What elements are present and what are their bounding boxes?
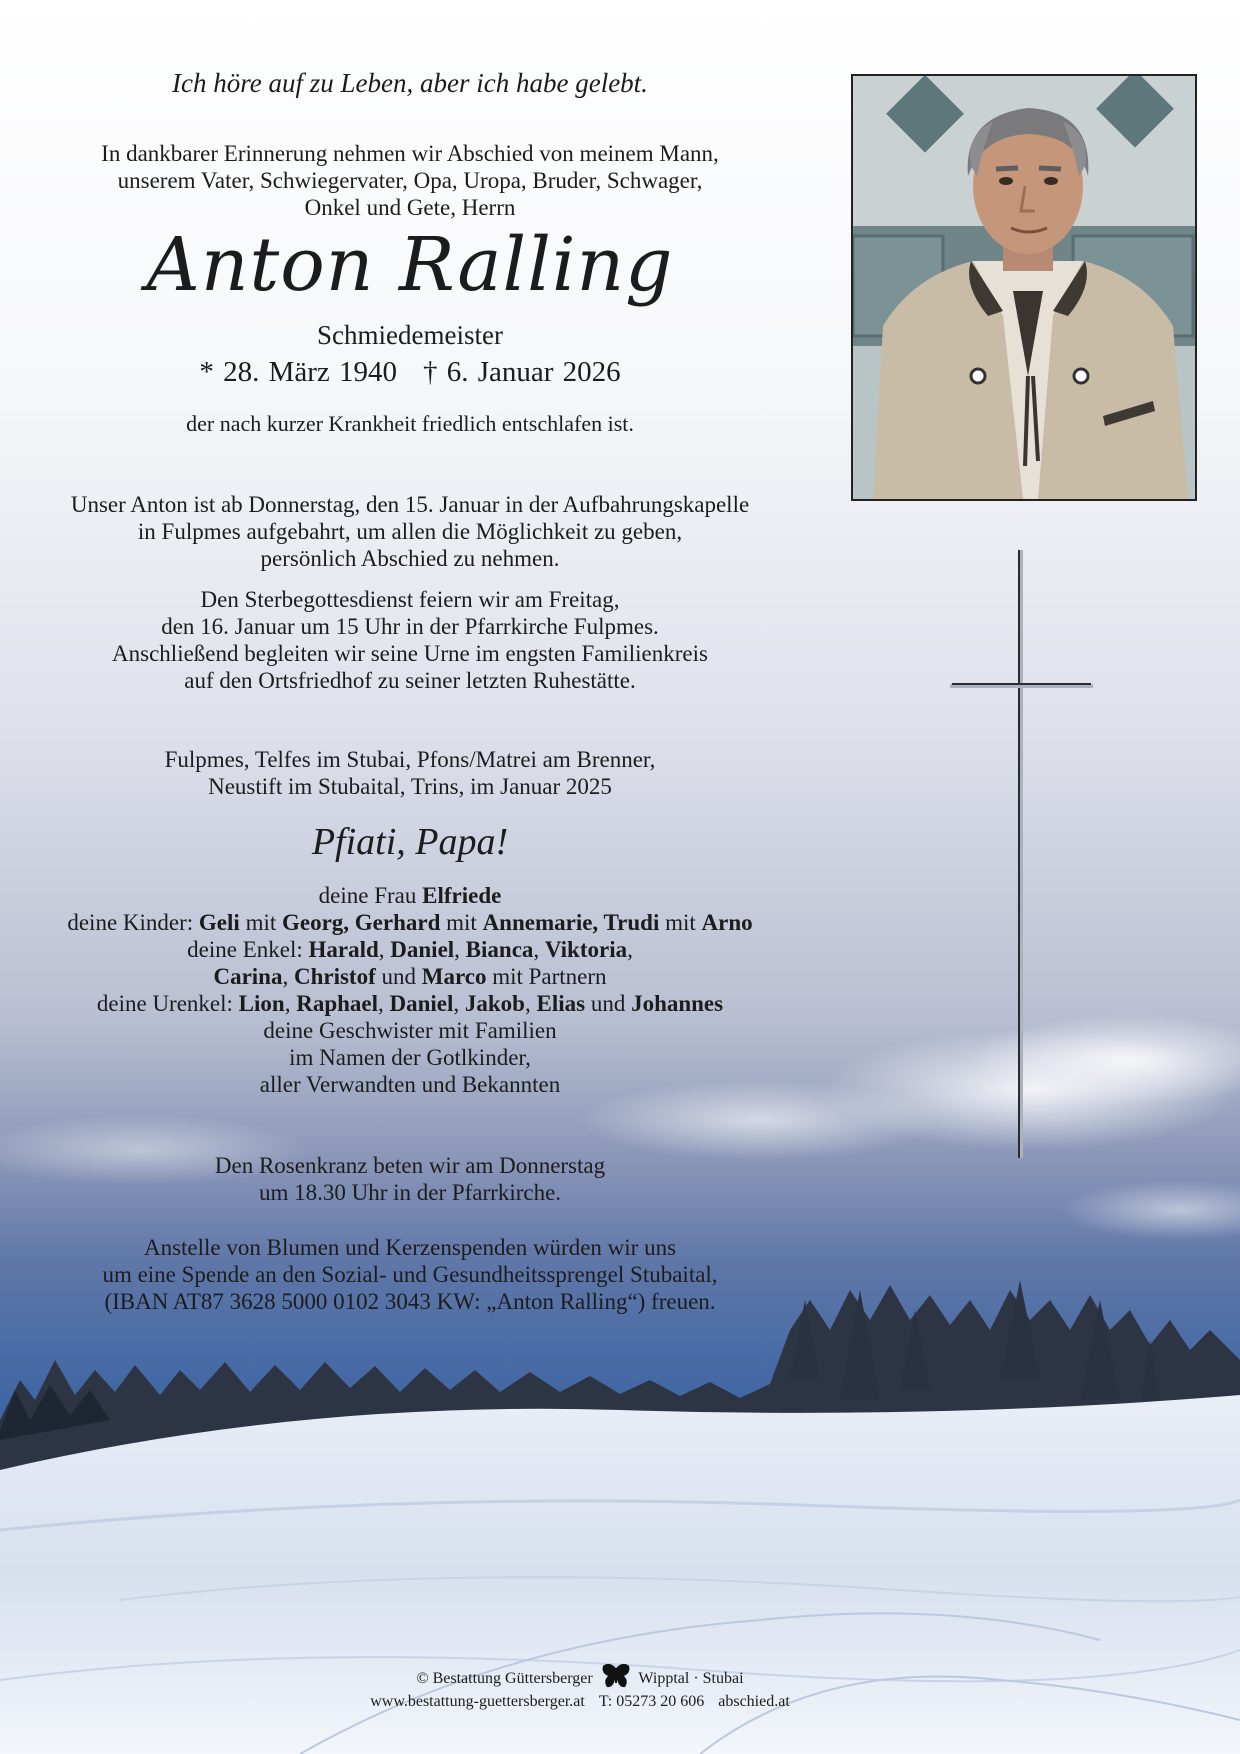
butterfly-icon [601, 1663, 631, 1689]
siblings-line: deine Geschwister mit Familien [263, 1018, 557, 1043]
great-grandchildren-line: deine Urenkel: Lion, Raphael, Daniel, Jakob, Elias und Johannes [96, 991, 724, 1016]
birth-date: * 28. März 1940 [199, 356, 397, 388]
wife-line: deine Frau Elfriede [318, 883, 502, 908]
footer [330, 1663, 830, 1713]
children-line: deine Kinder: Geli mit Georg, Gerhard mit Annemarie, Trudi mit Arno [67, 910, 753, 935]
website-link[interactable]: www.bestattung-guettersberger.at [370, 1693, 585, 1710]
grandchildren-line-2: Carina, Christof und Marco mit Partnern [213, 964, 607, 989]
cross-icon [948, 550, 1093, 1158]
donation-request: Anstelle von Blumen und Kerzenspenden würden wir uns um eine Spende an den Sozial- und Gesundheitssprengel Stubaital, (IBAN AT87 3628 5000 0102 3043 KW: „Anton Ralling“) freuen. [102, 1235, 718, 1314]
farewell-line: Pfiati, Papa! [311, 821, 509, 863]
deceased-name: Anton Ralling [146, 222, 674, 308]
relatives-line: aller Verwandten und Bekannten [259, 1072, 561, 1097]
passing-note: der nach kurzer Krankheit friedlich entschlafen ist. [186, 411, 634, 436]
rosary-info: Den Rosenkranz beten wir am Donnerstag um 18.30 Uhr in der Pfarrkirche. [214, 1153, 606, 1205]
profession: Schmiedemeister [317, 320, 503, 350]
company-name: © Bestattung Güttersberger [416, 1670, 593, 1687]
grandchildren-line-1: deine Enkel: Harald, Daniel, Bianca, Viktoria, [187, 937, 633, 962]
region: Wipptal · Stubai [638, 1670, 744, 1687]
place-and-date: Fulpmes, Telfes im Stubai, Pfons/Matrei am Brenner, Neustift im Stubaital, Trins, im Januar 2025 [164, 747, 656, 799]
life-dates [30, 356, 790, 389]
portrait-photo [851, 74, 1197, 501]
viewing-info: Unser Anton ist ab Donnerstag, den 15. Januar in der Aufbahrungskapelle in Fulpmes aufgebahrt, um allen die Möglichkeit zu geben, persönlich Abschied zu nehmen. [70, 492, 750, 571]
phone-number: T: 05273 20 606 [598, 1693, 705, 1710]
motto: Ich höre auf zu Leben, aber ich habe gelebt. [172, 68, 648, 98]
mourners-list [30, 882, 790, 1098]
death-date: † 6. Januar 2026 [423, 356, 621, 388]
godchildren-line: im Namen der Gotlkinder, [289, 1045, 531, 1070]
footer-line-1 [330, 1663, 830, 1690]
intro-text: In dankbarer Erinnerung nehmen wir Abschied von meinem Mann, unserem Vater, Schwiegervater, Opa, Uropa, Bruder, Schwager, Onkel und Gete, Herrn [101, 141, 719, 220]
footer-line-2 [330, 1690, 830, 1713]
abschied-link[interactable]: abschied.at [718, 1693, 790, 1710]
funeral-service-info: Den Sterbegottesdienst feiern wir am Freitag, den 16. Januar um 15 Uhr in der Pfarrkirche Fulpmes. Anschließend begleiten wir seine Urne im engsten Familienkreis auf den Ortsfriedhof zu seiner letzten Ruhestätte. [112, 587, 708, 693]
